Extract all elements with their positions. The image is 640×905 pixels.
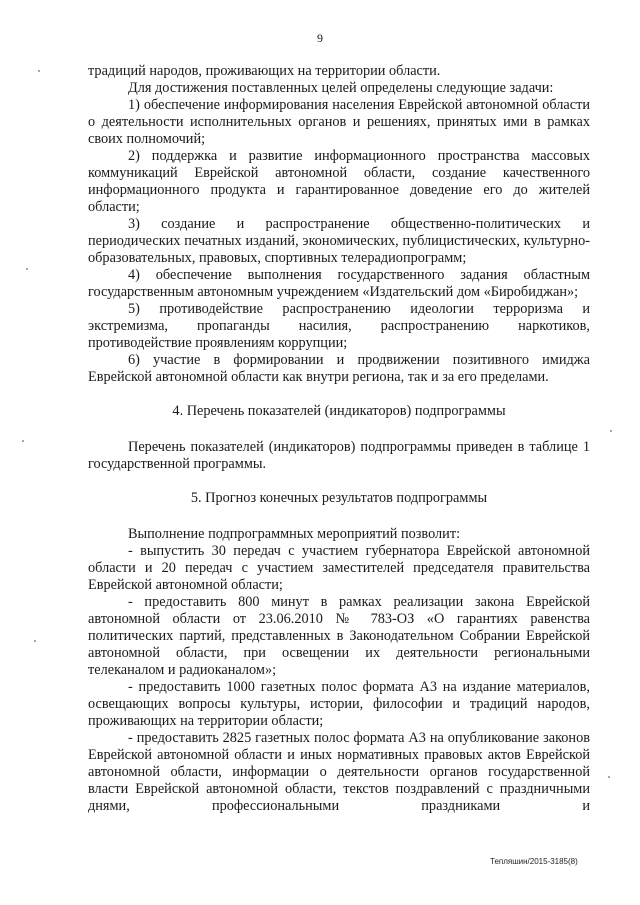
page-body [88, 63, 590, 815]
scan-speck [26, 268, 28, 270]
section-4-heading: 4. Перечень показателей (индикаторов) подпрограммы [172, 403, 506, 419]
document-footer-code: Тепляшин/2015-3185(8) [490, 857, 578, 866]
scan-speck [38, 70, 40, 72]
result-item-1: - выпустить 30 передач с участием губернатора Еврейской автономной области и 20 передач с участием заместителей председателя правительства Еврейской автономной области; [88, 543, 590, 593]
paragraph: Для достижения поставленных целей определены следующие задачи: [128, 80, 554, 96]
paragraph: Выполнение подпрограммных мероприятий позволит: [128, 526, 461, 542]
task-item-5: 5) противодействие распространению идеологии терроризма и экстремизма, пропаганды насилия, распространению наркотиков, противодействие проявлениям коррупции; [88, 301, 590, 351]
task-item-4: 4) обеспечение выполнения государственного задания областным государственным автономным учреждением «Издательский дом «Биробиджан»; [88, 267, 590, 300]
section-4-text: Перечень показателей (индикаторов) подпрограммы приведен в таблице 1 государственной программы. [88, 439, 590, 472]
scan-speck [608, 776, 610, 778]
scan-speck [34, 640, 36, 642]
task-item-1: 1) обеспечение информирования населения Еврейской автономной области о деятельности исполнительных органов и решениях, принятых ими в рамках своих полномочий; [88, 97, 590, 147]
page-number: 9 [317, 31, 323, 45]
result-item-3: - предоставить 1000 газетных полос формата А3 на издание материалов, освещающих вопросы культуры, истории, философии и традиций народов, проживающих на территории области; [88, 679, 590, 729]
task-item-3: 3) создание и распространение общественно-политических и периодических печатных изданий, экономических, публицистических, культурно-образовательных, правовых, спортивных телерадиопрограмм; [88, 216, 590, 266]
result-item-2: - предоставить 800 минут в рамках реализации закона Еврейской автономной области от 23.06.2010 № 783-ОЗ «О гарантиях равенства политических партий, представленных в Законодательном Собрании Еврейской автономной области, при освещении их деятельности региональными телеканалом и радиоканалом»; [88, 594, 590, 678]
scan-speck [610, 430, 612, 432]
task-item-6: 6) участие в формировании и продвижении позитивного имиджа Еврейской автономной области как внутри региона, так и за его пределами. [88, 352, 590, 385]
paragraph: традиций народов, проживающих на территории области. [88, 63, 441, 79]
scan-speck [22, 440, 24, 442]
section-5-heading: 5. Прогноз конечных результатов подпрограммы [190, 490, 488, 506]
result-item-4: - предоставить 2825 газетных полос формата А3 на опубликование законов Еврейской автономной области и иных нормативных правовых актов Еврейской автономной области, информации о деятельности органов государственной власти Еврейской автономной области, текстов поздравлений с праздничными днями, профессиональными праздниками и [88, 730, 590, 814]
task-item-2: 2) поддержка и развитие информационного пространства массовых коммуникаций Еврейской автономной области, создание качественного информационного продукта и гарантированное доведение его до жителей области; [88, 148, 590, 215]
